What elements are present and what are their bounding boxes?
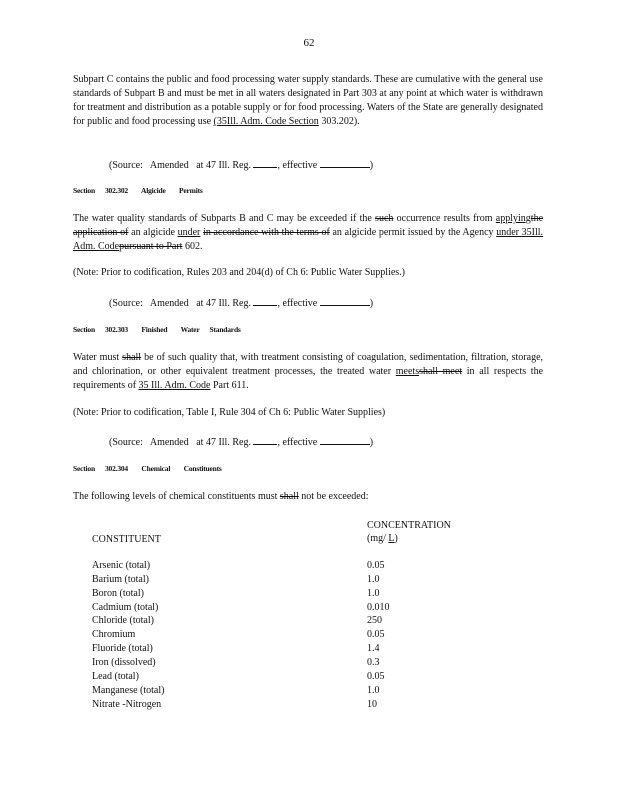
column-header-constituent: CONSTITUENT: [92, 534, 161, 545]
constituent-name: Lead (total): [92, 670, 139, 682]
constituent-name: Manganese (total): [92, 684, 165, 696]
constituent-name: Iron (dissolved): [92, 656, 156, 668]
blank-field: [253, 157, 277, 168]
blank-field: [320, 295, 370, 306]
section-heading: Section 302.303 Finished Water Standards: [73, 325, 241, 334]
section-paragraph: The following levels of chemical constituents must shall not be exceeded:: [73, 491, 369, 502]
constituent-name: Chloride (total): [92, 615, 154, 627]
source-line: (Source: Amended at 47 Ill. Reg. , effective ): [109, 434, 373, 450]
constituent-name: Fluoride (total): [92, 643, 153, 655]
note: (Note: Prior to codification, Rules 203 and 204(d) of Ch 6: Public Water Supplies.): [73, 267, 406, 278]
source-line: (Source: Amended at 47 Ill. Reg. , effective ): [109, 295, 373, 311]
concentration-value: 1.0: [367, 587, 380, 599]
constituent-name: Cadmium (total): [92, 601, 159, 613]
constituent-name: Chromium: [92, 629, 136, 641]
citation: (35Ill. Adm. Code Section: [213, 116, 319, 127]
constituent-name: Boron (total): [92, 587, 144, 599]
concentration-value: 0.05: [367, 560, 385, 571]
concentration-value: 1.0: [367, 573, 380, 585]
section-paragraph: The water quality standards of Subparts B and C may be exceeded if the such occurrence results from applyingthe application of an algicide under in accordance with the terms of an algicide permit issued by the Agency under 35Ill. Adm. Codepursuant to Part 602.: [73, 213, 544, 252]
concentration-value: 10: [367, 698, 377, 710]
blank-field: [253, 295, 277, 306]
concentration-value: 1.0: [367, 684, 380, 696]
column-header-concentration: CONCENTRATION (mg/ L): [367, 520, 451, 544]
constituent-name: Barium (total): [92, 573, 149, 585]
concentration-value: 0.3: [367, 656, 380, 668]
blank-field: [320, 157, 370, 168]
concentration-value: 0.05: [367, 670, 385, 682]
concentration-value: 1.4: [367, 643, 380, 655]
constituent-name: Nitrate -Nitrogen: [92, 698, 162, 710]
concentration-value: 0.010: [367, 601, 390, 613]
intro-paragraph: Subpart C contains the public and food processing water supply standards. These are cumulative with the general use standards of Subpart B and must be met in all waters designated in Part 303 at any point at which water is withdrawn for treatment and distribution as a potable supply or for food processing. Waters of the State are generally designated for public and food processing use (35Ill. Adm. Code Section 303.202).: [73, 74, 544, 127]
blank-field: [253, 434, 277, 445]
section-paragraph: Water must shall be of such quality that, with treatment consisting of coagulation, sedimentation, filtration, storage, and chlorination, or other equivalent treatment processes, the treated water meetsshall meet in all respects the requirements of 35 Ill. Adm. Code Part 611.: [73, 352, 544, 391]
constituent-name: Arsenic (total): [92, 560, 151, 571]
concentration-value: 0.05: [367, 629, 385, 641]
section-heading: Section 302.304 Chemical Constituents: [73, 464, 222, 473]
page-number: 62: [303, 37, 315, 49]
concentration-value: 250: [367, 615, 382, 627]
section-heading: Section 302.302 Algicide Permits: [73, 186, 203, 195]
source-line: (Source: Amended at 47 Ill. Reg. , effective ): [109, 157, 373, 173]
note: (Note: Prior to codification, Table I, Rule 304 of Ch 6: Public Water Supplies): [73, 407, 386, 418]
blank-field: [320, 434, 370, 445]
